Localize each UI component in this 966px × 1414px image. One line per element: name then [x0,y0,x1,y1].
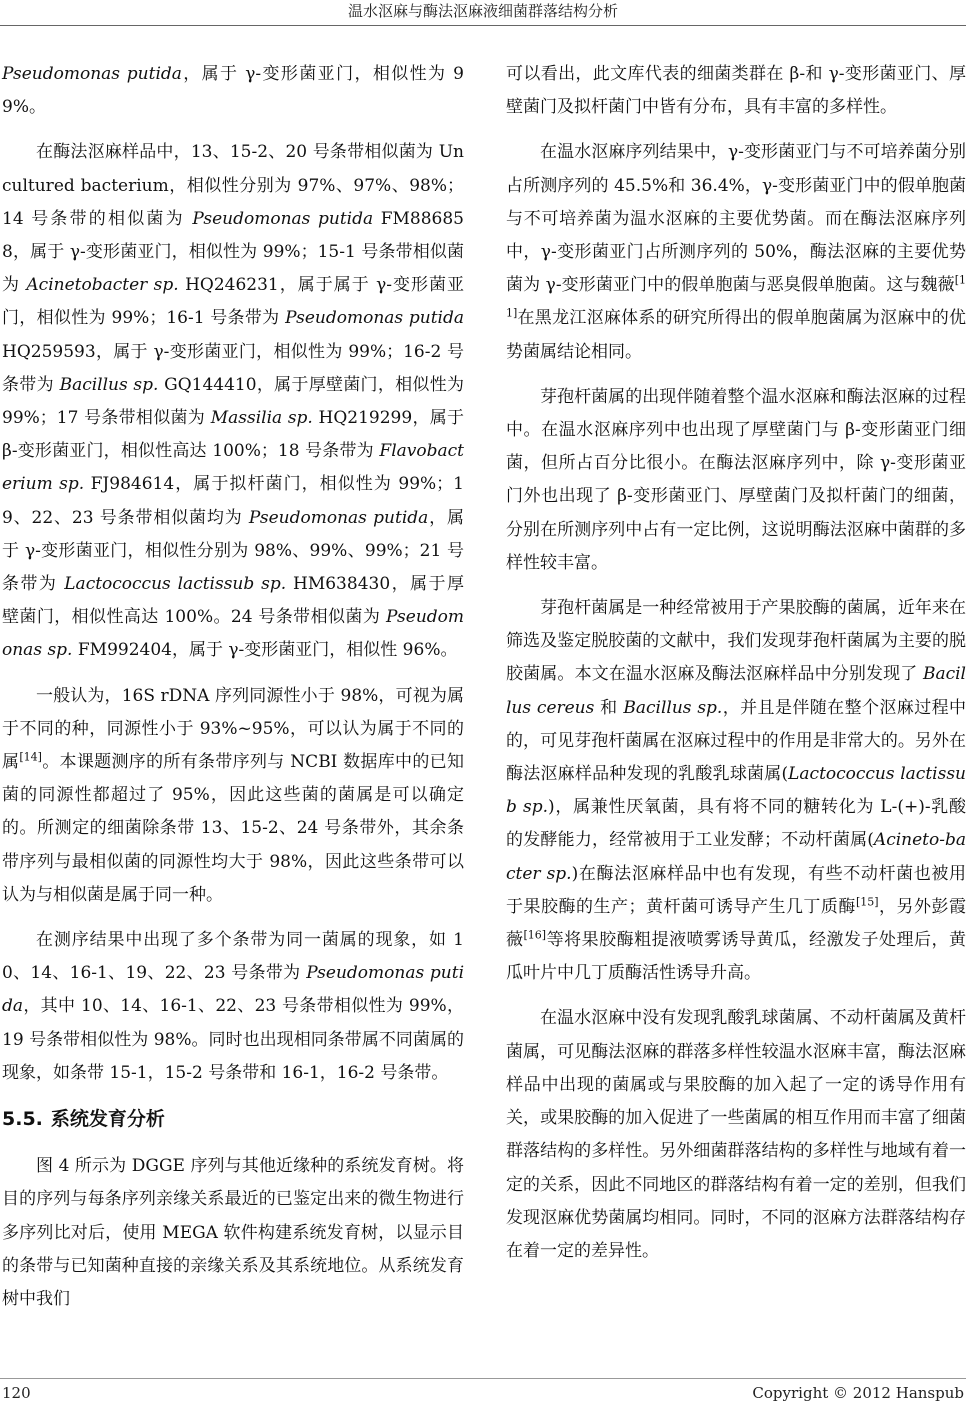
text-run: HQ259593，属于 γ-变形菌亚门，相似性为 99%；16-2 号条带为 [2,341,464,395]
paragraph-3 [2,680,464,912]
paragraph-1: 可以看出，此文库代表的细菌类群在 β-和 γ-变形菌亚门、厚壁菌门及拟杆菌门中皆有分布，具有丰富的多样性。 [506,64,966,118]
text-run: HQ246231，属于属于 γ-变形菌亚门，相似性为 99%；16-1 号条带为 [2,275,464,329]
text-run: 芽孢杆菌属是一种经常被用于产果胶酶的菌属，近年来在筛选及鉴定脱胶菌的文献中，我们发现芽孢杆菌属为主要的脱胶菌属。本文在温水沤麻及酶法沤麻样品中分别发现了 [506,598,966,685]
species-name: Lactococcus lactissub sp. [506,764,966,818]
text-run: 等将果胶酶粗提液喷雾诱导黄瓜，经激发子处理后，黄瓜叶片中几丁质酶活性诱导升高。 [506,930,966,984]
species-name: Pseudomonas putida [2,963,465,1017]
running-header: 温水沤麻与酶法沤麻液细菌群落结构分析 [347,2,618,20]
text-run: HQ219299，属于 β-变形菌亚门，相似性高达 100%；18 号条带为 [2,408,465,462]
paragraph-4 [506,592,966,990]
species-name: Bacillus sp. [59,374,159,395]
text-run: )在酶法沤麻样品中也有发现，有些不动杆菌也被用于果胶酶的生产；黄杆菌可诱导产生几丁质酶 [506,863,966,917]
text-run: FJ984614，属于拟杆菌门，相似性为 99%；19、22、23 号条带相似菌均为 [2,474,464,528]
species-name: Pseudomonas putida [192,208,374,229]
text-run: FM886858，属于 γ-变形菌亚门，相似性为 99%；15-1 号条带相似菌为 [2,208,464,296]
species-name: Flavobacterium sp. [2,441,464,495]
text-run: 在黑龙江沤麻体系的研究所得出的假单胞菌属为沤麻中的优势菌属结论相同。 [506,308,966,362]
citation-ref[interactable]: [14] [19,750,42,764]
species-name: Acinetobacter sp. [26,275,179,296]
citation-ref[interactable]: [15] [855,895,879,909]
paragraph-4 [2,924,464,1090]
text-run: 在酶法沤麻样品中，13、15-2、20 号条带相似菌为 Uncultured bacterium，相似性分别为 97%、97%、98%；14 号条带的相似菌为 [2,142,464,229]
header-rule [0,25,966,26]
citation-ref[interactable]: [11] [506,273,966,320]
paragraph-2 [506,136,966,368]
text-run: GQ144410，属于厚壁菌门，相似性为 99%；17 号条带相似菌为 [2,374,465,429]
species-name: Pseudomonas putida [285,308,464,329]
species-name: Acineto-bacter sp. [506,830,966,884]
section-title: 系统发育分析 [50,1108,165,1131]
paragraph-5: 图 4 所示为 DGGE 序列与其他近缘种的系统发育树。将目的序列与每条序列亲缘关系最近的已鉴定出来的微生物进行多序列比对后，使用 MEGA 软件构建系统发育树，以显示目的条带与已知菌种直接的亲缘关系及其系统地位。从系统发育树中我们 [2,1156,464,1309]
left-column [2,58,464,1328]
text-run: 在测序结果中出现了多个条带为同一菌属的现象，如 10、14、16-1、19、22、23 号条带为 [2,930,464,984]
text-run: ，属于 γ-变形菌亚门，相似性为 99%。 [2,64,464,118]
right-column [506,58,966,1280]
paragraph-5: 在温水沤麻中没有发现乳酸乳球菌属、不动杆菌属及黄杆菌属，可见酶法沤麻的群落多样性较温水沤麻丰富，酶法沤麻样品中出现的菌属或与果胶酶的加入起了一定的诱导作用有关，或果胶酶的加入促进了一些菌属的相互作用而丰富了细菌群落结构的多样性。另外细菌群落结构的多样性与地域有着一定的关系，因此不同地区的群落结构有着一定的差别，但我们发现沤麻优势菌属均相同。同时，不同的沤麻方法群落结构存在着一定的差异性。 [506,1008,966,1261]
species-name: Bacillus sp. [623,697,723,718]
species-name: Pseudomonas putida [2,64,182,84]
text-run: ，其中 10、14、16-1、22、23 号条带相似性为 99%，19 号条带相似性为 98%。同时也出现相同条带属不同菌属的现象，如条带 15-1，15-2 号条带和 16-1，16-2 号条带。 [2,996,464,1083]
page-number: 120 [2,1384,31,1402]
text-run: ，并且是伴随在整个沤麻过程中的，可见芽孢杆菌属在沤麻过程中的作用是非常大的。另外在酶法沤麻样品种发现的乳酸乳球菌属( [506,697,966,785]
section-heading [2,1104,464,1134]
footer-rule [0,1378,966,1379]
text-run: FM992404，属于 γ-变形菌亚门，相似性 96%。 [72,640,458,661]
text-run: ，另外彭霞薇 [506,896,966,951]
text-run: 和 [594,697,624,718]
text-run: 在温水沤麻序列结果中，γ-变形菌亚门与不可培养菌分别占所测序列的 45.5%和 36.4%，γ-变形菌亚门中的假单胞菌与不可培养菌为温水沤麻的主要优势菌。而在酶法沤麻序列中，γ-变形菌亚门占所测序列的 50%，酶法沤麻的主要优势菌为 γ-变形菌亚门中的假单胞菌与恶臭假单胞菌。这与魏薇 [506,142,966,296]
species-name: Bacillus cereus [506,664,966,718]
copyright-notice: Copyright © 2012 Hanspub [752,1384,964,1402]
section-number: 5.5. [2,1108,43,1131]
species-name: Pseudomonas sp. [2,607,464,661]
citation-ref[interactable]: [16] [523,928,547,942]
species-name: Massilia sp. [210,408,313,429]
text-run: ，属于 γ-变形菌亚门，相似性分别为 98%、99%、99%；21 号条带为 [2,507,464,595]
text-run: 一般认为，16S rDNA 序列同源性小于 98%，可视为属于不同的种，同源性小于 93%~95%，可以认为属于不同的属 [2,685,464,773]
page-footer [0,1384,966,1408]
species-name: Lactococcus lactissub sp. [64,574,287,595]
text-run: HM638430，属于厚壁菌门，相似性高达 100%。24 号条带相似菌为 [2,574,464,628]
species-name: Pseudomonas putida [248,507,429,528]
paragraph-3: 芽孢杆菌属的出现伴随着整个温水沤麻和酶法沤麻的过程中。在温水沤麻序列中也出现了厚壁菌门与 β-变形菌亚门细菌，但所占百分比很小。在酶法沤麻序列中，除 γ-变形菌亚门外也出现了 β-变形菌亚门、厚壁菌门及拟杆菌门的细菌，分别在所测序列中占有一定比例，这说明酶法沤麻中菌群的多样性较丰富。 [506,386,966,573]
text-run: )，属兼性厌氧菌，具有将不同的糖转化为 L-(+)-乳酸的发酵能力，经常被用于工业发酵；不动杆菌属( [506,797,966,851]
paragraph-2 [2,136,464,667]
text-run: 。本课题测序的所有条带序列与 NCBI 数据库中的已知菌的同源性都超过了 95%，因此这些菌的菌属是可以确定的。所测定的细菌除条带 13、15-2、24 号条带外，其余条带序列与最相似菌的同源性均大于 98%，因此这些条带可以认为与相似菌是属于同一种。 [2,752,464,905]
paragraph-1 [2,58,464,124]
